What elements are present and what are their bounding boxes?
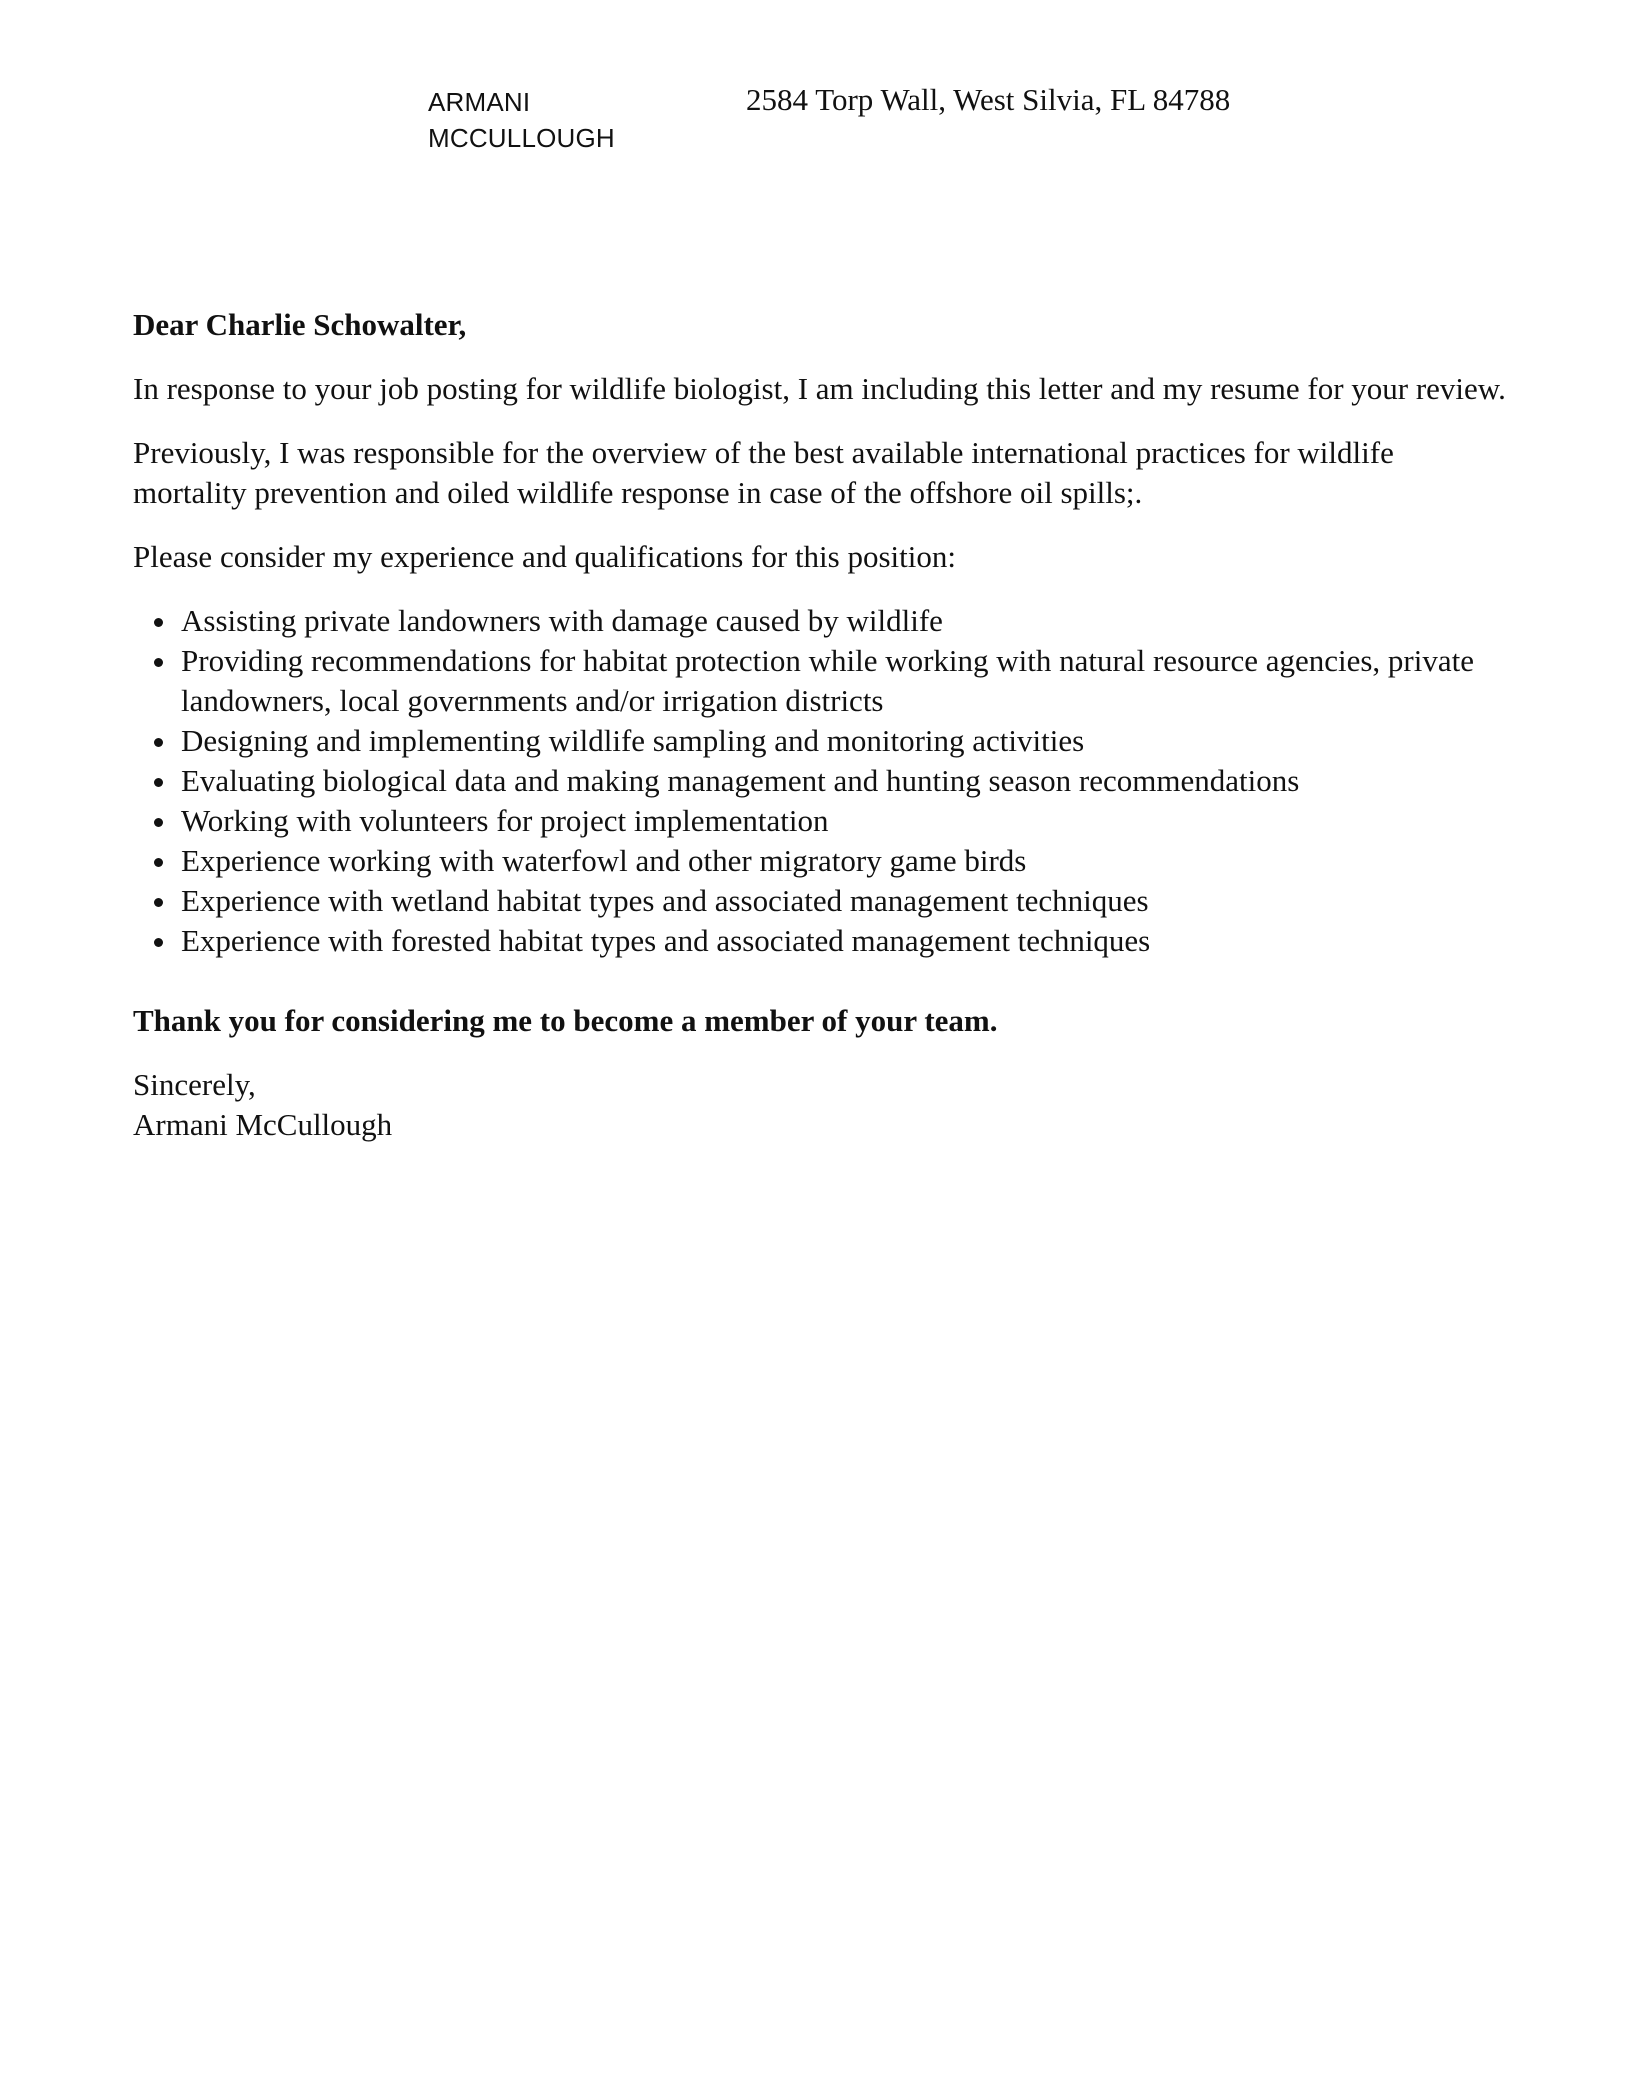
signoff-block (133, 1065, 1513, 1145)
list-item: Experience with wetland habitat types and associated management techniques (133, 881, 1513, 921)
list-item: Evaluating biological data and making management and hunting season recommendations (133, 761, 1513, 801)
closing-statement: Thank you for considering me to become a member of your team. (133, 1003, 998, 1038)
list-item: Assisting private landowners with damage caused by wildlife (133, 601, 1513, 641)
list-item: Experience with forested habitat types and associated management techniques (133, 921, 1513, 961)
experience-paragraph: Previously, I was responsible for the overview of the best available international practices for wildlife mortality prevention and oiled wildlife response in case of the offshore oil spills;. (133, 435, 1394, 510)
signoff: Sincerely, (133, 1067, 256, 1102)
sender-name (428, 84, 688, 156)
salutation: Dear Charlie Schowalter, (133, 307, 467, 342)
list-item: Designing and implementing wildlife sampling and monitoring activities (133, 721, 1513, 761)
sender-address: 2584 Torp Wall, West Silvia, FL 84788 (746, 82, 1231, 117)
intro-paragraph: In response to your job posting for wildlife biologist, I am including this letter and my resume for your review. (133, 371, 1506, 406)
qualifications-list (133, 601, 1513, 961)
list-item: Providing recommendations for habitat protection while working with natural resource agencies, private landowners, local governments and/or irrigation districts (133, 641, 1513, 721)
signature-name: Armani McCullough (133, 1107, 393, 1142)
sender-name-line1: ARMANI (428, 87, 531, 117)
letter-body (133, 305, 1513, 1145)
list-item: Experience working with waterfowl and other migratory game birds (133, 841, 1513, 881)
sender-name-line2: MCCULLOUGH (428, 123, 615, 153)
qualifications-intro: Please consider my experience and qualifications for this position: (133, 539, 956, 574)
list-item: Working with volunteers for project implementation (133, 801, 1513, 841)
